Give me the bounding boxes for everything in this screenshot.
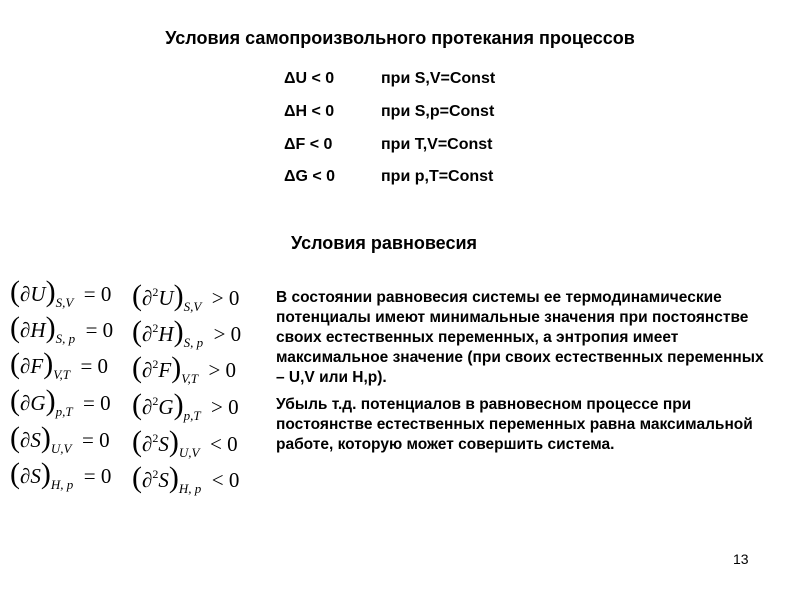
first-derivative-condition: $(\partial G)_{p,T} = 0$ [10,384,111,419]
second-derivative-condition: $(\partial^2F)_{V,T} > 0$ [132,351,237,386]
second-derivative-condition: $(\partial^2U)_{S,V} > 0$ [132,279,240,314]
first-derivative-condition: $(\partial S)_{H, p} = 0$ [10,457,112,492]
second-derivative-condition: $(\partial^2S)_{H, p} < 0$ [132,461,240,496]
condition-expression: ΔF < 0 [284,136,333,153]
first-derivative-condition: $(\partial U)_{S,V} = 0$ [10,275,112,310]
first-derivative-condition: $(\partial F)_{V,T} = 0$ [10,347,109,382]
second-derivative-condition: $(\partial^2S)_{U,V} < 0$ [132,425,238,460]
description-text [276,288,776,462]
equilibrium-title: Условия равновесия [291,233,478,253]
condition-expression: ΔG < 0 [284,168,336,185]
paragraph-max-work: Убыль т.д. потенциалов в равновесном процессе при постоянстве естественных переменных равна максимальной работе, которую может совершить система. [276,396,753,453]
condition-expression: ΔH < 0 [284,103,335,120]
paragraph-equilibrium: В состоянии равновесия системы ее термодинамические потенциалы имеют минимальные значения при постоянстве своих естественных переменных, а энтропия имеет максимальное значение (при своих естественных переменных – U,V или H,p). [276,289,764,386]
condition-constraint: при S,p=Const [381,103,495,120]
condition-constraint: при S,V=Const [381,70,496,87]
second-derivative-condition: $(\partial^2H)_{S, p} > 0$ [132,315,242,350]
first-derivative-condition: $(\partial H)_{S, p} = 0$ [10,311,114,346]
first-derivative-condition: $(\partial S)_{U,V} = 0$ [10,421,110,456]
condition-constraint: при T,V=Const [381,136,493,153]
condition-constraint: при p,T=Const [381,168,494,185]
condition-expression: ΔU < 0 [284,70,335,87]
page-number: 13 [733,551,749,567]
slide-title: Условия самопроизвольного протекания процессов [165,28,635,48]
second-derivative-condition: $(\partial^2G)_{p,T} > 0$ [132,388,239,423]
